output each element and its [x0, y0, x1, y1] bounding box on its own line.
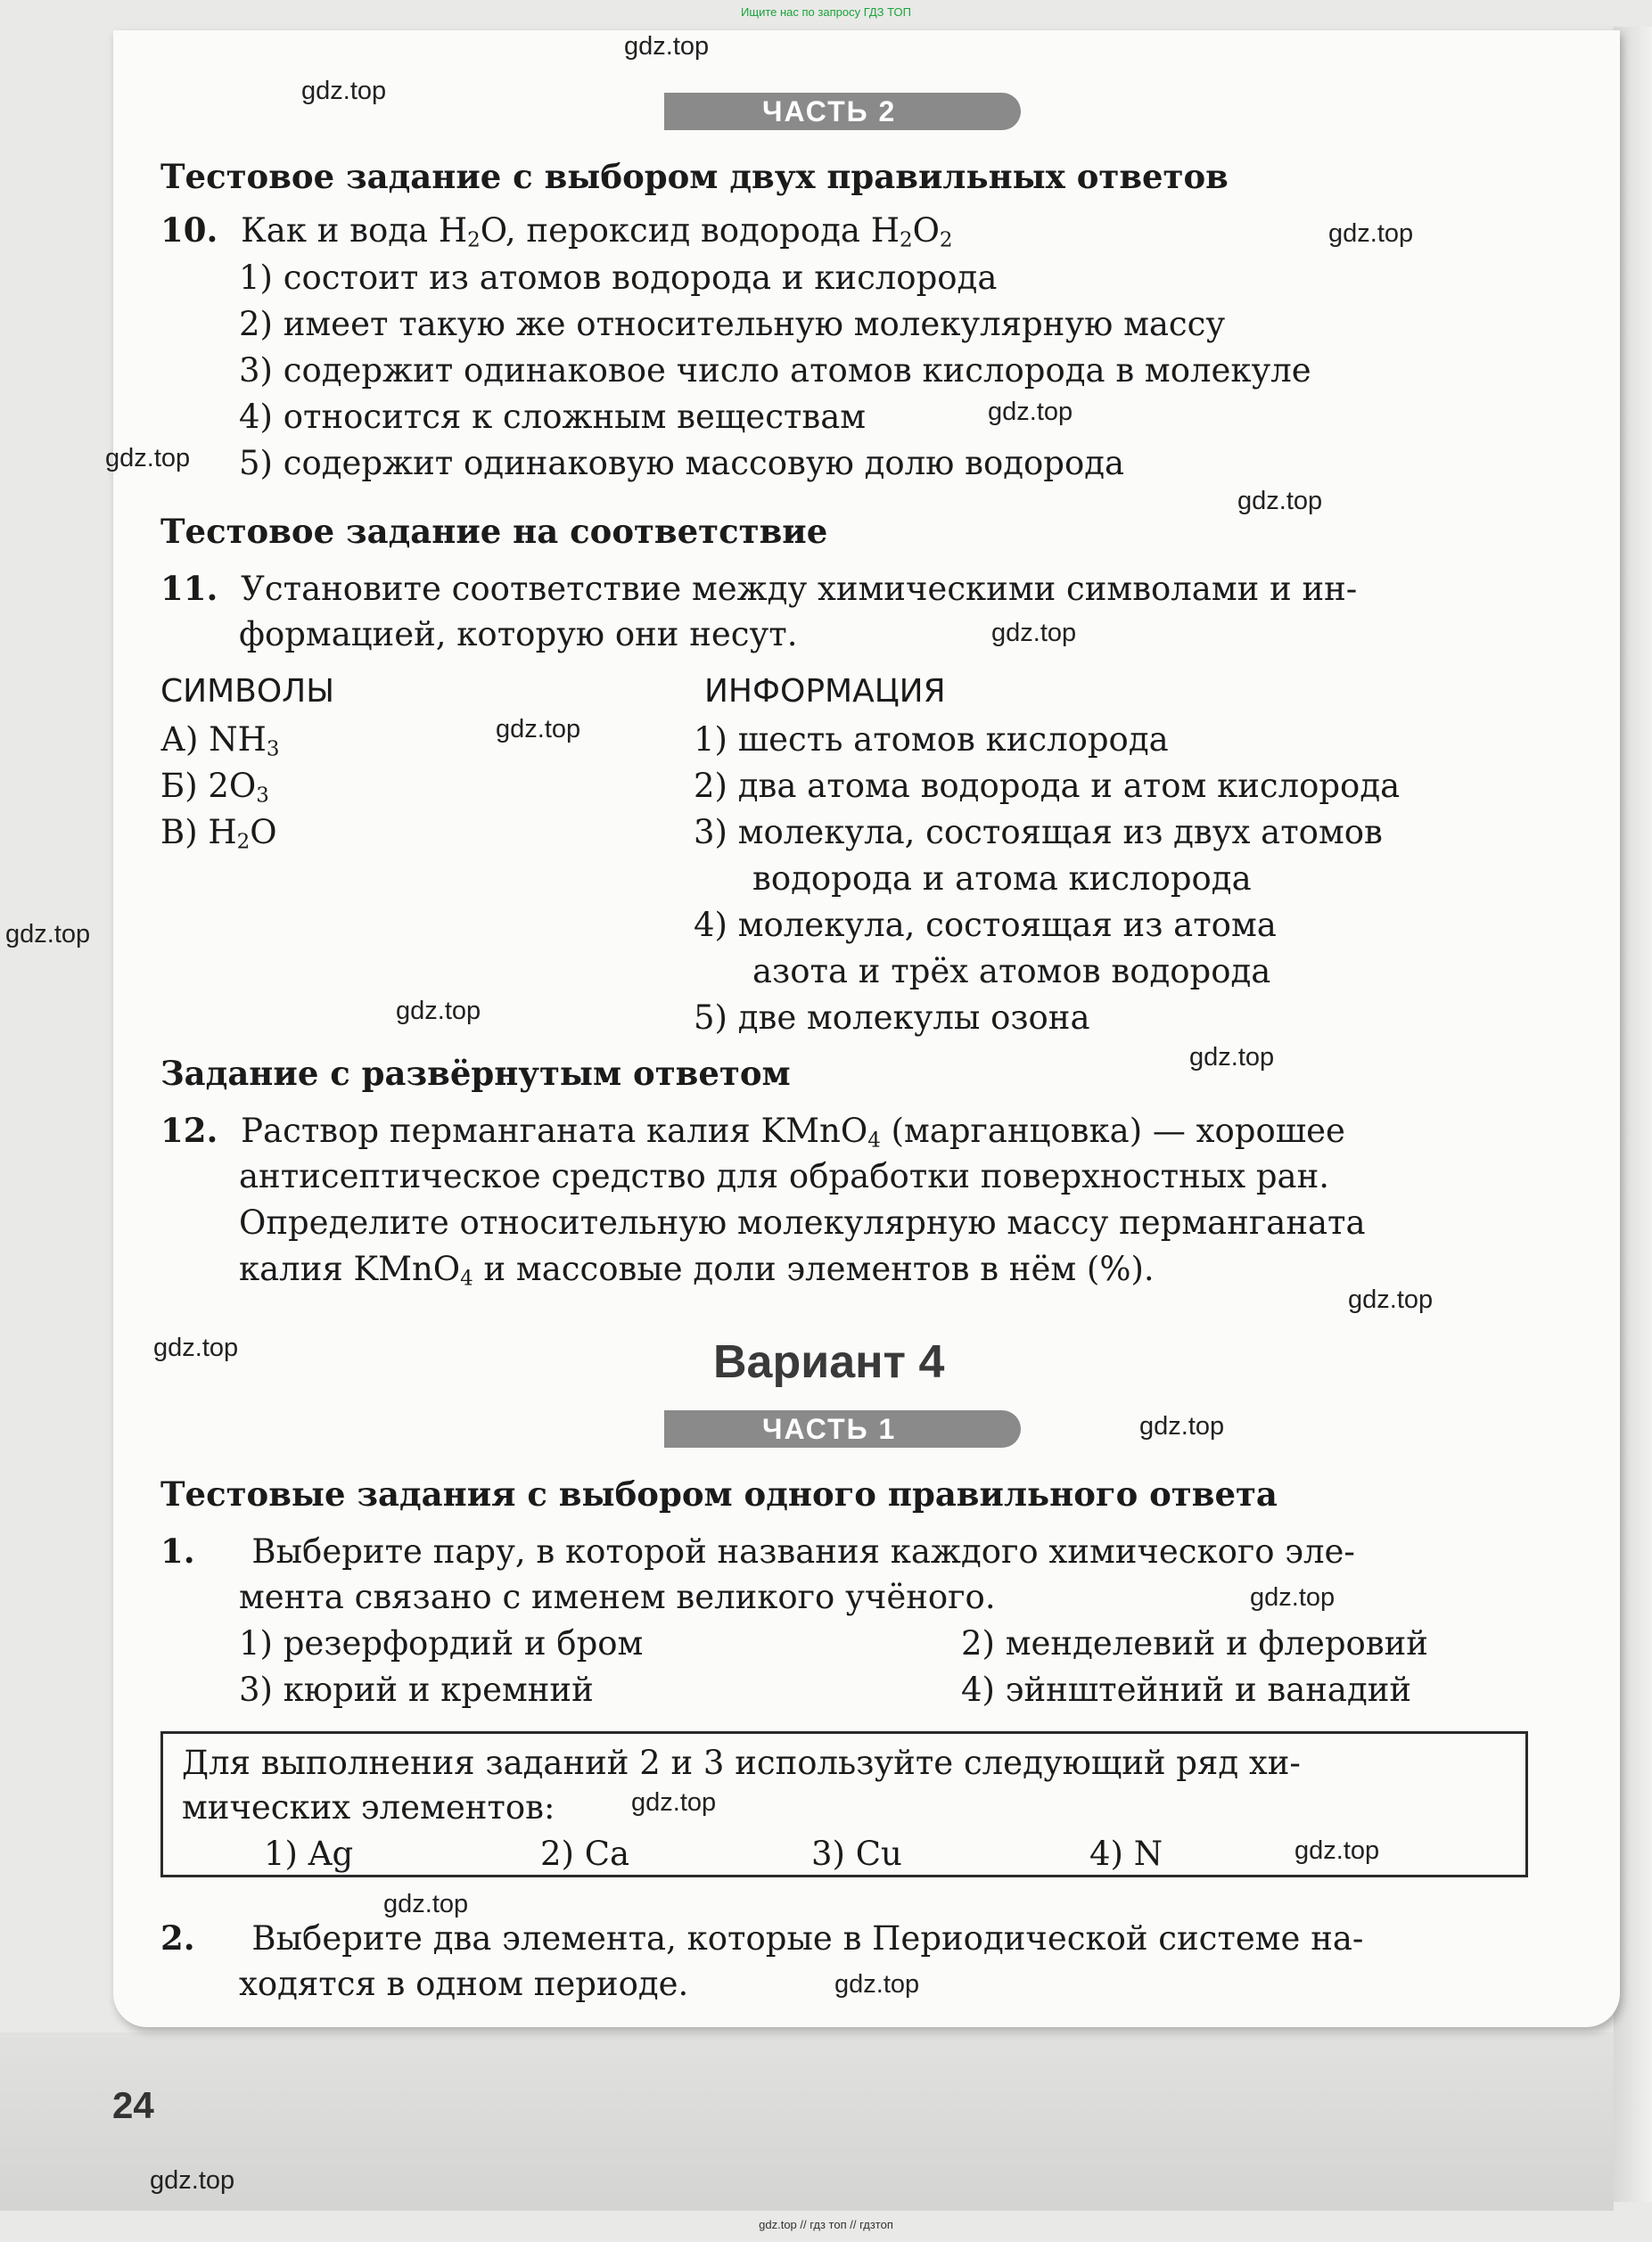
symbol-c-tail: O	[250, 813, 277, 851]
section-title-single-answer: Тестовые задания с выбором одного правильного ответа	[160, 1474, 1278, 1514]
q2-line2: ходятся в одном периоде.	[239, 1965, 689, 2003]
symbol-b-sub: 3	[256, 784, 269, 808]
question-12-line1	[160, 1111, 1345, 1161]
symbol-c	[160, 813, 277, 862]
question-number: 12.	[160, 1111, 218, 1150]
watermark: gdz.top	[1328, 219, 1414, 248]
q1-option-3: 3) кюрий и кремний	[239, 1671, 594, 1709]
q10-option-4: 4) относится к сложным веществам	[239, 398, 867, 436]
q12-line4-sub: 4	[460, 1267, 473, 1291]
part-1-label: ЧАСТЬ 1	[762, 1413, 897, 1445]
section-title-matching: Тестовое задание на соответствие	[160, 512, 828, 551]
watermark: gdz.top	[5, 920, 91, 949]
q10-text-c: O	[912, 211, 940, 250]
scan-lower-area	[0, 2033, 1614, 2211]
q12-line2: антисептическое средство для обработки поверхностных ран.	[239, 1157, 1330, 1195]
watermark: gdz.top	[991, 619, 1077, 647]
symbol-c-sub: 2	[236, 830, 251, 854]
watermark: gdz.top	[1348, 1285, 1434, 1314]
symbols-header: СИМВОЛЫ	[160, 673, 334, 710]
watermark: gdz.top	[150, 2166, 235, 2195]
q10-option-3: 3) содержит одинаковое число атомов кислорода в молекуле	[239, 351, 1311, 390]
info-2: 2) два атома водорода и атом кислорода	[694, 767, 1401, 805]
watermark: gdz.top	[105, 444, 191, 472]
q12-line4b: и массовые доли элементов в нём (%).	[473, 1250, 1155, 1288]
q12-line1-sub: 4	[867, 1129, 881, 1153]
symbol-c-text: В) H	[160, 813, 237, 851]
q1-option-1: 1) резерфордий и бром	[239, 1624, 644, 1663]
q11-text-line2: формацией, которую они несут.	[239, 615, 798, 653]
watermark: gdz.top	[396, 997, 481, 1025]
q12-line4a: калия KMnO	[239, 1250, 461, 1288]
symbol-b	[160, 767, 269, 816]
info-4: 4) молекула, состоящая из атома	[694, 906, 1277, 944]
info-5: 5) две молекулы озона	[694, 998, 1090, 1037]
box-line1: Для выполнения заданий 2 и 3 используйте следующий ряд хи-	[182, 1744, 1301, 1782]
variant-title: Вариант 4	[713, 1336, 945, 1388]
site-header-note: Ищите нас по запросу ГДЗ ТОП	[741, 5, 911, 19]
question-number: 2.	[160, 1918, 195, 1958]
watermark: gdz.top	[383, 1890, 469, 1918]
q1-option-2: 2) менделевий и флеровий	[961, 1624, 1428, 1663]
part-2-bar	[664, 93, 1021, 130]
part-1-bar	[664, 1410, 1021, 1448]
symbol-b-text: Б) 2O	[160, 767, 257, 805]
watermark: gdz.top	[631, 1788, 717, 1817]
symbol-a-text: А) NH	[160, 720, 267, 759]
watermark: gdz.top	[1189, 1043, 1275, 1072]
part-2-label: ЧАСТЬ 2	[762, 95, 897, 127]
q1-option-4: 4) эйнштейний и ванадий	[961, 1671, 1412, 1709]
q12-line1a: Раствор перманганата калия KMnO	[241, 1112, 868, 1150]
box-element-1: 1) Ag	[264, 1835, 354, 1873]
info-3: 3) молекула, состоящая из двух атомов	[694, 813, 1383, 851]
info-header: ИНФОРМАЦИЯ	[704, 673, 946, 710]
watermark: gdz.top	[988, 398, 1073, 426]
question-11-line1	[160, 569, 1357, 609]
box-line2: мических элементов:	[182, 1788, 555, 1827]
info-1: 1) шесть атомов кислорода	[694, 720, 1169, 759]
q1-line1: Выберите пару, в которой названия каждого химического эле-	[251, 1532, 1355, 1571]
info-3-cont: водорода и атома кислорода	[752, 859, 1252, 898]
q10-option-5: 5) содержит одинаковую массовую долю водорода	[239, 444, 1125, 482]
page-number: 24	[112, 2084, 154, 2126]
q11-text-line1: Установите соответствие между химическими символами и ин-	[241, 570, 1358, 608]
info-4-cont: азота и трёх атомов водорода	[752, 952, 1271, 990]
q10-text-a: Как и вода H	[241, 211, 468, 250]
watermark: gdz.top	[1139, 1412, 1225, 1441]
question-number: 10.	[160, 210, 218, 250]
question-number: 11.	[160, 569, 218, 608]
symbol-a-sub: 3	[266, 737, 280, 761]
watermark: gdz.top	[1237, 487, 1323, 515]
question-number: 1.	[160, 1532, 195, 1571]
watermark: gdz.top	[496, 715, 581, 743]
watermark: gdz.top	[834, 1970, 920, 1999]
question-2-line1	[160, 1918, 1363, 1959]
question-1-line1	[160, 1532, 1355, 1572]
box-element-4: 4) N	[1089, 1835, 1163, 1873]
q10-option-1: 1) состоит из атомов водорода и кислорода	[239, 259, 998, 297]
q10-option-2: 2) имеет такую же относительную молекулярную массу	[239, 305, 1226, 343]
q1-line2: мента связано с именем великого учёного.	[239, 1578, 996, 1616]
question-10	[160, 210, 953, 260]
watermark: gdz.top	[1250, 1583, 1336, 1612]
section-title-two-answers: Тестовое задание с выбором двух правильных ответов	[160, 157, 1229, 196]
q10-sub3: 2	[939, 228, 953, 252]
watermark: gdz.top	[153, 1334, 239, 1362]
box-element-2: 2) Ca	[540, 1835, 630, 1873]
q2-line1: Выберите два элемента, которые в Периодической системе на-	[251, 1919, 1364, 1958]
site-footer-note: gdz.top // гдз топ // гдзтоп	[759, 2218, 893, 2231]
q10-sub1: 2	[467, 228, 481, 252]
section-title-extended: Задание с развёрнутым ответом	[160, 1054, 791, 1093]
q10-text-b: O, пероксид водорода H	[480, 211, 900, 250]
q10-sub2: 2	[899, 228, 913, 252]
watermark: gdz.top	[1294, 1836, 1380, 1865]
box-element-3: 3) Cu	[811, 1835, 902, 1873]
watermark: gdz.top	[301, 77, 387, 105]
symbol-a	[160, 720, 279, 769]
watermark: gdz.top	[624, 32, 710, 61]
q12-line3: Определите относительную молекулярную массу перманганата	[239, 1203, 1366, 1242]
q12-line4	[239, 1250, 1155, 1299]
q12-line1b: (марганцовка) — хорошее	[880, 1112, 1345, 1150]
